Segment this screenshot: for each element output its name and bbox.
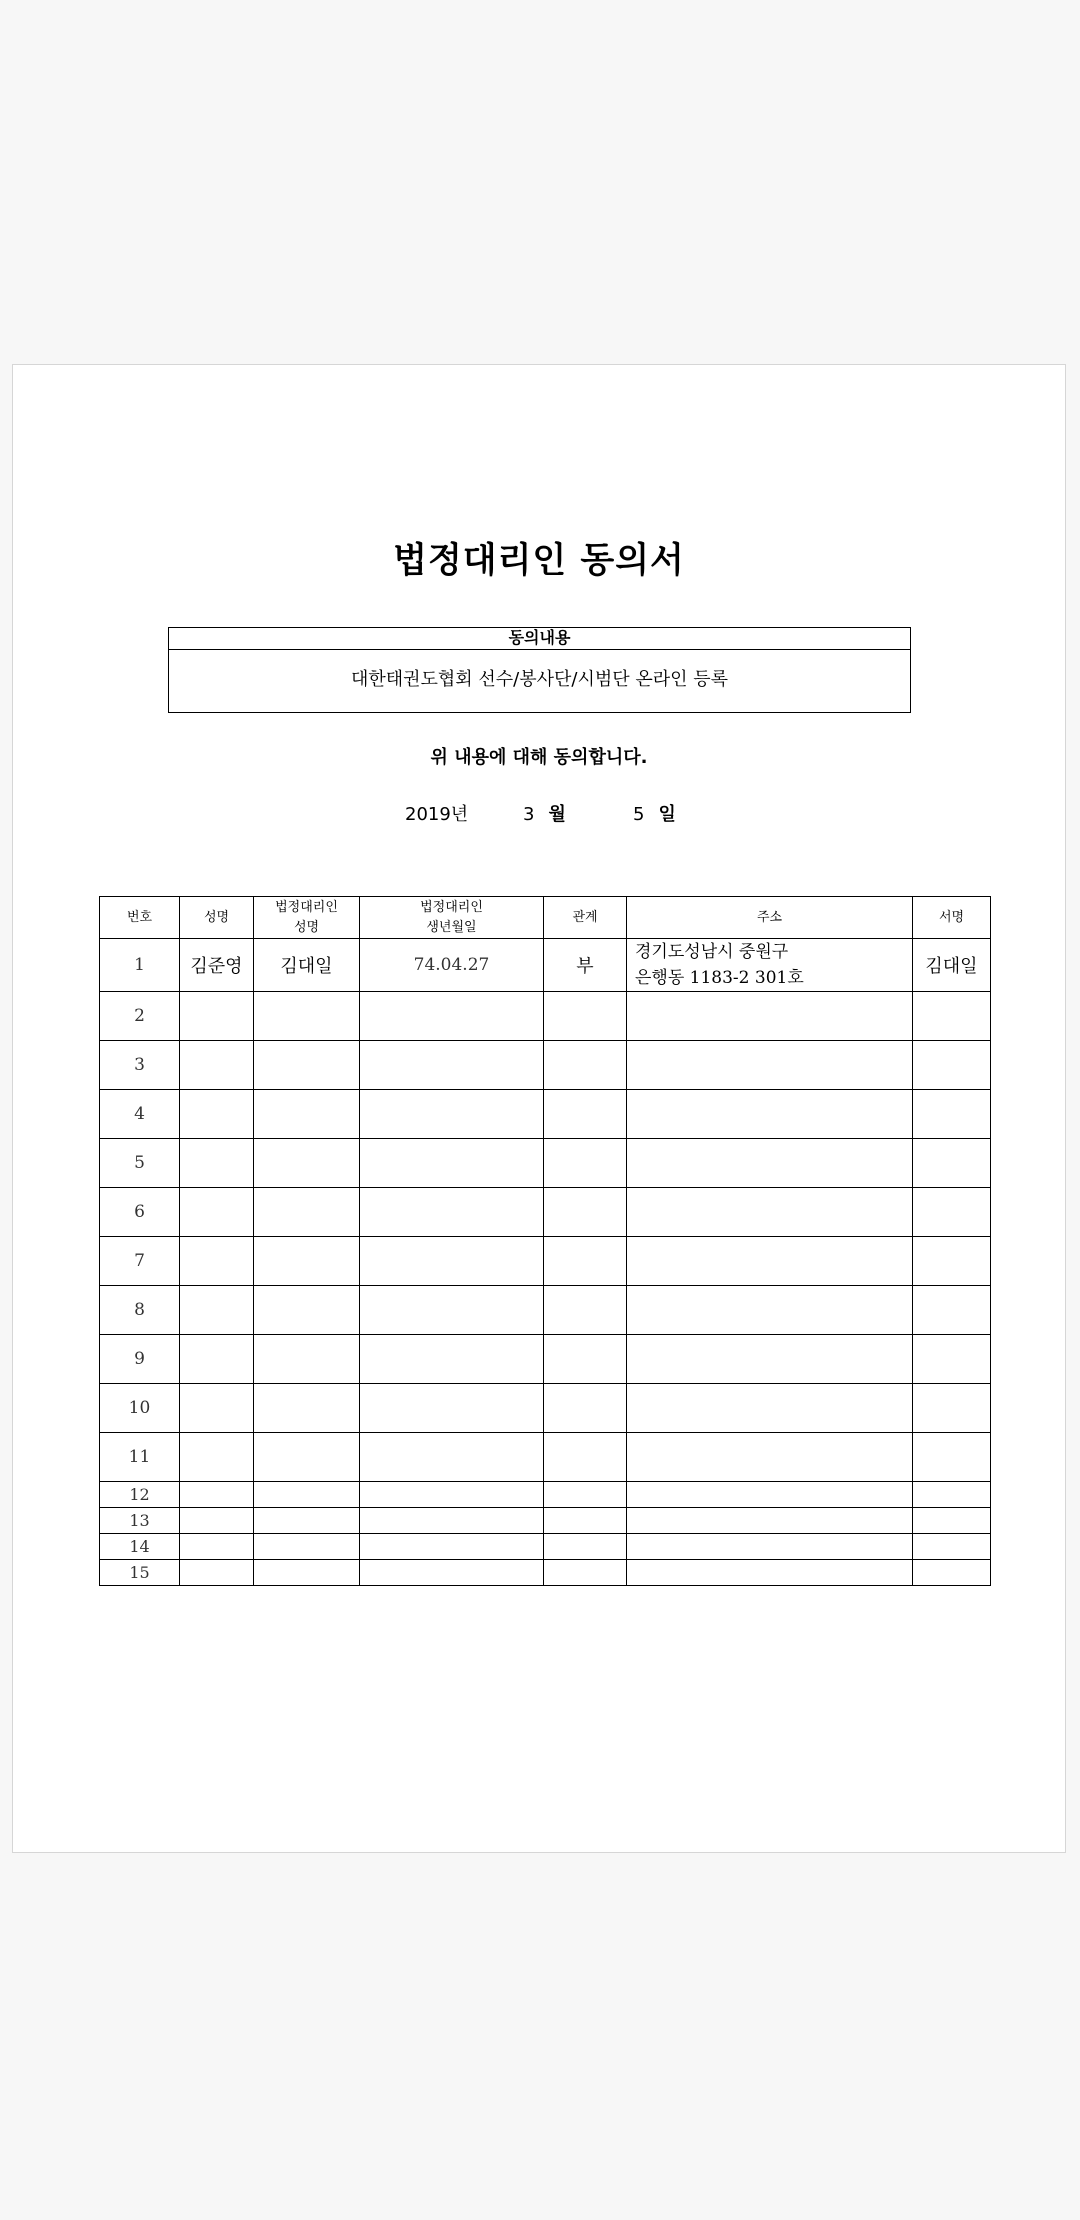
date-day: [633, 800, 676, 826]
date-month-unit: 월: [548, 804, 566, 825]
row-guardian-birth: [360, 1286, 544, 1335]
table-row: [100, 1188, 991, 1237]
guardian-roster-table: [99, 896, 991, 1586]
table-row: [100, 1041, 991, 1090]
row-name: [180, 1188, 254, 1237]
row-address: [627, 939, 913, 992]
row-signature: [913, 1433, 991, 1482]
date-year: 2019년: [405, 804, 469, 825]
row-address: [627, 1090, 913, 1139]
date-day-unit: 일: [658, 804, 676, 825]
row-guardian-birth: [360, 1335, 544, 1384]
row-no: 7: [100, 1237, 180, 1286]
header-no: 번호: [100, 897, 180, 939]
row-no: 5: [100, 1139, 180, 1188]
address-line2-suffix: 호: [787, 968, 804, 988]
row-relation: [544, 1335, 627, 1384]
header-guardian-birth-line2: 생년월일: [426, 919, 477, 935]
row-guardian-name: [254, 1433, 360, 1482]
row-no: 6: [100, 1188, 180, 1237]
row-guardian-birth: [360, 1237, 544, 1286]
row-signature: [913, 1090, 991, 1139]
document-page: [12, 364, 1066, 1853]
row-no: 4: [100, 1090, 180, 1139]
row-address: [627, 1508, 913, 1534]
row-address: [627, 1433, 913, 1482]
row-signature: [913, 1508, 991, 1534]
row-no: 1: [100, 939, 180, 992]
row-address: [627, 1041, 913, 1090]
row-guardian-birth: 74.04.27: [360, 939, 544, 992]
row-name: [180, 1335, 254, 1384]
row-guardian-name: [254, 1335, 360, 1384]
table-row: [100, 1433, 991, 1482]
row-signature: [913, 1384, 991, 1433]
header-relation: 관계: [544, 897, 627, 939]
row-no: 13: [100, 1508, 180, 1534]
row-relation: [544, 1188, 627, 1237]
row-guardian-birth: [360, 1090, 544, 1139]
document-title: 법정대리인 동의서: [393, 541, 685, 581]
row-relation: [544, 1482, 627, 1508]
table-row: [100, 1508, 991, 1534]
date-month-value: 3: [523, 804, 535, 825]
row-signature: [913, 1286, 991, 1335]
header-guardian-name-line2: 성명: [293, 919, 320, 935]
table-row: [100, 1384, 991, 1433]
header-name: 성명: [180, 897, 254, 939]
row-relation: [544, 1534, 627, 1560]
row-signature: [913, 992, 991, 1041]
row-relation: [544, 1508, 627, 1534]
consent-content-box: [168, 627, 911, 713]
row-no: 2: [100, 992, 180, 1041]
consent-body: 대한태권도협회 선수/봉사단/시범단 온라인 등록: [350, 669, 729, 690]
row-guardian-name: [254, 1508, 360, 1534]
row-guardian-name: [254, 1139, 360, 1188]
row-guardian-name: [254, 1041, 360, 1090]
row-guardian-birth: [360, 1041, 544, 1090]
row-name: [180, 1384, 254, 1433]
row-guardian-birth: [360, 1188, 544, 1237]
header-signature: 서명: [913, 897, 991, 939]
row-address: [627, 1534, 913, 1560]
row-address: [627, 1139, 913, 1188]
table-row: [100, 992, 991, 1041]
row-relation: 부: [544, 939, 627, 992]
table-header-row: [100, 897, 991, 939]
row-guardian-name: 김대일: [254, 939, 360, 992]
row-guardian-birth: [360, 1433, 544, 1482]
row-signature: [913, 1482, 991, 1508]
header-address: 주소: [627, 897, 913, 939]
address-line2-number: 1183-2 301: [689, 968, 788, 988]
address-line2-prefix: 은행동: [635, 968, 690, 988]
row-no: 10: [100, 1384, 180, 1433]
header-guardian-birth-line1: 법정대리인: [420, 899, 483, 915]
table-row: [100, 1090, 991, 1139]
table-row: [100, 939, 991, 992]
row-relation: [544, 1090, 627, 1139]
row-signature: [913, 1534, 991, 1560]
row-name: [180, 1534, 254, 1560]
row-name: [180, 1433, 254, 1482]
row-name: [180, 1286, 254, 1335]
row-guardian-birth: [360, 1482, 544, 1508]
row-guardian-name: [254, 1482, 360, 1508]
header-guardian-name-line1: 법정대리인: [275, 899, 338, 915]
row-address: [627, 1188, 913, 1237]
row-signature: 김대일: [913, 939, 991, 992]
row-name: 김준영: [180, 939, 254, 992]
row-guardian-name: [254, 1286, 360, 1335]
table-row: [100, 1237, 991, 1286]
row-guardian-name: [254, 1090, 360, 1139]
table-row: [100, 1286, 991, 1335]
row-no: 3: [100, 1041, 180, 1090]
row-guardian-name: [254, 992, 360, 1041]
table-row: [100, 1534, 991, 1560]
row-relation: [544, 1384, 627, 1433]
row-guardian-name: [254, 1188, 360, 1237]
row-relation: [544, 1560, 627, 1586]
row-name: [180, 1508, 254, 1534]
row-guardian-name: [254, 1384, 360, 1433]
row-relation: [544, 1286, 627, 1335]
address-line1: 경기도성남시 중원구: [635, 942, 789, 962]
row-guardian-birth: [360, 1534, 544, 1560]
row-guardian-name: [254, 1237, 360, 1286]
row-guardian-birth: [360, 1384, 544, 1433]
row-relation: [544, 1433, 627, 1482]
row-signature: [913, 1237, 991, 1286]
table-row: [100, 1139, 991, 1188]
row-relation: [544, 1237, 627, 1286]
row-relation: [544, 992, 627, 1041]
row-signature: [913, 1560, 991, 1586]
row-no: 9: [100, 1335, 180, 1384]
agree-statement: 위 내용에 대해 동의합니다.: [430, 747, 648, 768]
row-name: [180, 1090, 254, 1139]
date-month: [523, 800, 566, 826]
row-name: [180, 992, 254, 1041]
row-signature: [913, 1188, 991, 1237]
row-guardian-birth: [360, 1560, 544, 1586]
row-relation: [544, 1041, 627, 1090]
row-address: [627, 1384, 913, 1433]
row-address: [627, 1286, 913, 1335]
row-guardian-birth: [360, 1139, 544, 1188]
row-guardian-name: [254, 1560, 360, 1586]
row-no: 11: [100, 1433, 180, 1482]
row-no: 12: [100, 1482, 180, 1508]
header-guardian-birth: [360, 897, 544, 939]
table-row: [100, 1335, 991, 1384]
date-day-value: 5: [633, 804, 645, 825]
row-address: [627, 1482, 913, 1508]
table-row: [100, 1482, 991, 1508]
row-address: [627, 1335, 913, 1384]
row-name: [180, 1237, 254, 1286]
row-name: [180, 1041, 254, 1090]
row-signature: [913, 1335, 991, 1384]
row-signature: [913, 1041, 991, 1090]
header-guardian-name: [254, 897, 360, 939]
row-no: 8: [100, 1286, 180, 1335]
row-guardian-name: [254, 1534, 360, 1560]
row-signature: [913, 1139, 991, 1188]
row-address: [627, 992, 913, 1041]
row-guardian-birth: [360, 992, 544, 1041]
row-address: [627, 1560, 913, 1586]
row-name: [180, 1139, 254, 1188]
row-name: [180, 1482, 254, 1508]
row-no: 14: [100, 1534, 180, 1560]
row-relation: [544, 1139, 627, 1188]
row-no: 15: [100, 1560, 180, 1586]
row-guardian-birth: [360, 1508, 544, 1534]
table-row: [100, 1560, 991, 1586]
row-address: [627, 1237, 913, 1286]
row-name: [180, 1560, 254, 1586]
consent-header: 동의내용: [169, 628, 910, 650]
